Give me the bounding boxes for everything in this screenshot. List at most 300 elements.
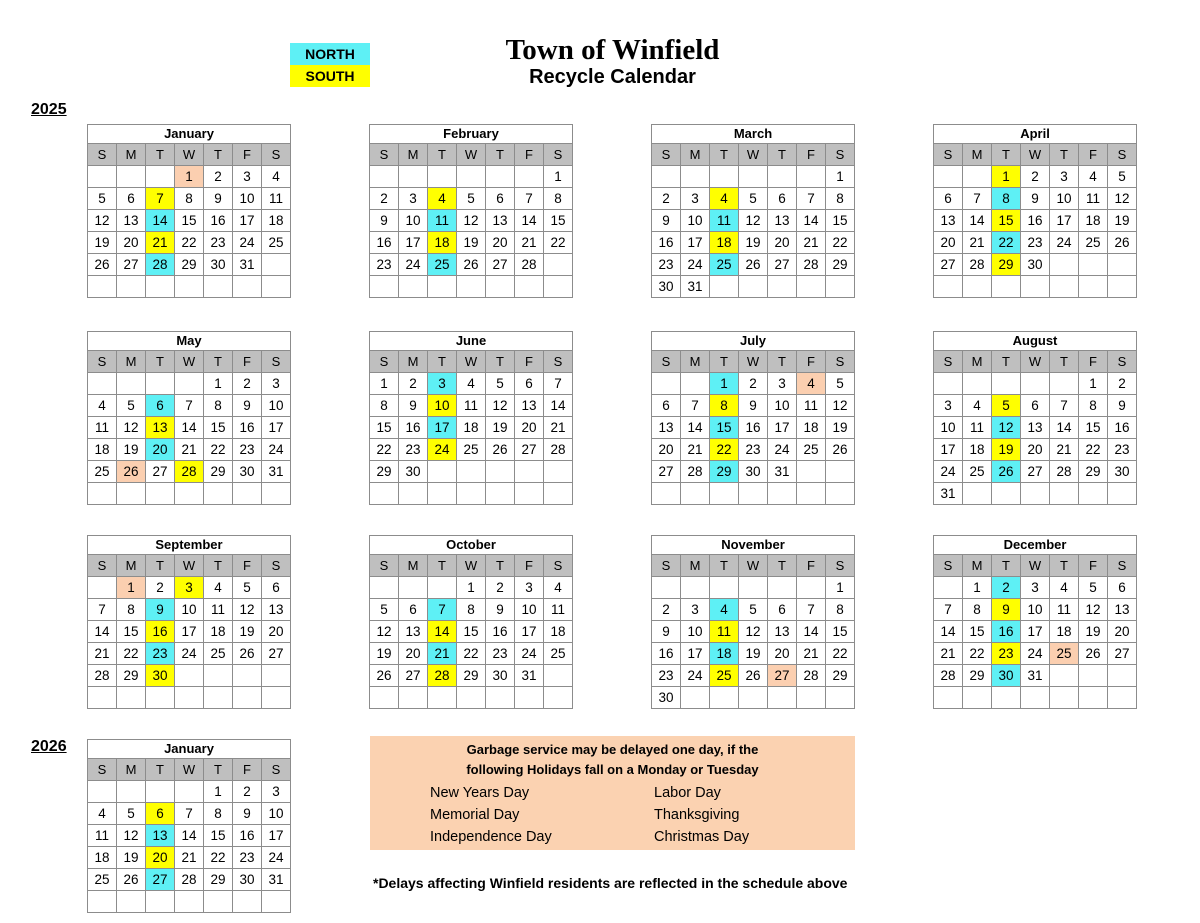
day-cell: 14 — [515, 210, 544, 232]
south-pickup-day: 22 — [710, 439, 739, 461]
empty-cell — [963, 276, 992, 298]
day-cell: 22 — [826, 643, 855, 665]
day-cell: 26 — [117, 869, 146, 891]
weekday-header: M — [963, 555, 992, 577]
month-calendar — [87, 331, 291, 505]
day-cell: 5 — [88, 188, 117, 210]
day-cell: 6 — [768, 188, 797, 210]
day-cell: 14 — [1050, 417, 1079, 439]
month-calendar — [369, 124, 573, 298]
empty-cell — [262, 276, 291, 298]
day-cell: 25 — [88, 869, 117, 891]
day-cell: 27 — [515, 439, 544, 461]
day-cell: 28 — [88, 665, 117, 687]
week-row — [934, 577, 1137, 599]
day-cell: 12 — [457, 210, 486, 232]
month-calendar — [87, 535, 291, 709]
north-pickup-day: 15 — [710, 417, 739, 439]
day-cell: 3 — [233, 166, 262, 188]
week-row — [88, 803, 291, 825]
weekday-header: S — [826, 144, 855, 166]
week-row — [934, 439, 1137, 461]
week-row — [652, 483, 855, 505]
north-pickup-day: 1 — [710, 373, 739, 395]
empty-cell — [399, 166, 428, 188]
month-name: July — [652, 332, 855, 351]
day-cell: 13 — [652, 417, 681, 439]
day-cell: 30 — [399, 461, 428, 483]
empty-cell — [457, 276, 486, 298]
empty-cell — [1050, 276, 1079, 298]
day-cell: 15 — [204, 825, 233, 847]
day-cell: 3 — [681, 188, 710, 210]
south-pickup-day: 11 — [710, 621, 739, 643]
day-cell: 18 — [544, 621, 573, 643]
empty-cell — [934, 577, 963, 599]
day-cell: 21 — [963, 232, 992, 254]
day-cell: 29 — [370, 461, 399, 483]
empty-cell — [739, 687, 768, 709]
day-cell: 16 — [652, 232, 681, 254]
day-cell: 14 — [175, 417, 204, 439]
page-title: Town of Winfield — [505, 34, 720, 66]
day-cell: 12 — [826, 395, 855, 417]
weekday-header: W — [1021, 351, 1050, 373]
empty-cell — [88, 781, 117, 803]
day-cell: 8 — [117, 599, 146, 621]
weekday-header: S — [1108, 351, 1137, 373]
empty-cell — [963, 483, 992, 505]
day-cell: 24 — [399, 254, 428, 276]
week-row — [370, 687, 573, 709]
day-cell: 9 — [1021, 188, 1050, 210]
day-cell: 11 — [963, 417, 992, 439]
day-cell: 18 — [262, 210, 291, 232]
empty-cell — [1108, 276, 1137, 298]
week-row — [652, 166, 855, 188]
empty-cell — [1021, 687, 1050, 709]
month-name: February — [370, 125, 573, 144]
day-cell: 12 — [88, 210, 117, 232]
month-table — [933, 535, 1137, 709]
weekday-header: W — [457, 351, 486, 373]
week-row — [88, 577, 291, 599]
empty-cell — [175, 276, 204, 298]
day-cell: 10 — [681, 621, 710, 643]
empty-cell — [544, 276, 573, 298]
day-cell: 16 — [233, 825, 262, 847]
empty-cell — [992, 687, 1021, 709]
day-cell: 25 — [797, 439, 826, 461]
empty-cell — [797, 577, 826, 599]
day-cell: 5 — [826, 373, 855, 395]
weekday-header: F — [797, 351, 826, 373]
weekday-header: T — [146, 555, 175, 577]
day-cell: 19 — [117, 439, 146, 461]
north-pickup-day: 6 — [146, 395, 175, 417]
day-cell: 13 — [768, 210, 797, 232]
north-pickup-day: 20 — [146, 439, 175, 461]
weekday-header: T — [1050, 144, 1079, 166]
month-table — [87, 535, 291, 709]
weekday-header: F — [233, 351, 262, 373]
empty-cell — [204, 687, 233, 709]
empty-cell — [233, 687, 262, 709]
empty-cell — [88, 577, 117, 599]
south-pickup-day: 6 — [146, 803, 175, 825]
empty-cell — [710, 483, 739, 505]
week-row — [88, 461, 291, 483]
day-cell: 15 — [457, 621, 486, 643]
empty-cell — [117, 781, 146, 803]
day-cell: 7 — [797, 188, 826, 210]
day-cell: 9 — [652, 210, 681, 232]
day-cell: 8 — [963, 599, 992, 621]
empty-cell — [486, 166, 515, 188]
day-cell: 21 — [88, 643, 117, 665]
day-cell: 16 — [204, 210, 233, 232]
day-cell: 11 — [262, 188, 291, 210]
day-cell: 28 — [963, 254, 992, 276]
day-cell: 30 — [233, 869, 262, 891]
day-cell: 20 — [515, 417, 544, 439]
day-cell: 24 — [681, 665, 710, 687]
holiday-item: Independence Day — [430, 829, 552, 845]
day-cell: 3 — [768, 373, 797, 395]
empty-cell — [1050, 665, 1079, 687]
day-cell: 19 — [88, 232, 117, 254]
day-cell: 27 — [652, 461, 681, 483]
day-cell: 16 — [739, 417, 768, 439]
week-row — [934, 395, 1137, 417]
day-cell: 25 — [88, 461, 117, 483]
week-row — [370, 643, 573, 665]
empty-cell — [515, 461, 544, 483]
empty-cell — [1108, 687, 1137, 709]
empty-cell — [175, 687, 204, 709]
day-cell: 19 — [233, 621, 262, 643]
north-pickup-day: 16 — [992, 621, 1021, 643]
day-cell: 1 — [826, 577, 855, 599]
legend — [290, 43, 370, 87]
week-row — [88, 188, 291, 210]
holiday-day: 25 — [1050, 643, 1079, 665]
day-cell: 15 — [175, 210, 204, 232]
day-cell: 20 — [768, 232, 797, 254]
month-calendar — [933, 124, 1137, 298]
empty-cell — [710, 166, 739, 188]
day-cell: 6 — [486, 188, 515, 210]
weekday-header: T — [486, 144, 515, 166]
weekday-header: W — [457, 144, 486, 166]
weekday-header: T — [486, 351, 515, 373]
week-row — [652, 621, 855, 643]
month-calendar — [651, 124, 855, 298]
weekday-header: S — [88, 351, 117, 373]
day-cell: 3 — [1050, 166, 1079, 188]
empty-cell — [1108, 254, 1137, 276]
holiday-day: 26 — [117, 461, 146, 483]
empty-cell — [88, 166, 117, 188]
week-row — [88, 276, 291, 298]
south-pickup-day: 13 — [146, 417, 175, 439]
day-cell: 17 — [681, 643, 710, 665]
day-cell: 18 — [457, 417, 486, 439]
day-cell: 24 — [262, 847, 291, 869]
south-pickup-day: 1 — [992, 166, 1021, 188]
weekday-header: T — [204, 351, 233, 373]
south-pickup-day: 19 — [992, 439, 1021, 461]
day-cell: 16 — [399, 417, 428, 439]
day-cell: 9 — [204, 188, 233, 210]
day-cell: 3 — [399, 188, 428, 210]
day-cell: 21 — [515, 232, 544, 254]
empty-cell — [739, 166, 768, 188]
day-cell: 30 — [652, 276, 681, 298]
day-cell: 17 — [175, 621, 204, 643]
south-pickup-day: 8 — [710, 395, 739, 417]
day-cell: 14 — [797, 210, 826, 232]
day-cell: 11 — [797, 395, 826, 417]
day-cell: 23 — [739, 439, 768, 461]
empty-cell — [739, 483, 768, 505]
month-calendar — [651, 331, 855, 505]
weekday-header: F — [515, 144, 544, 166]
weekday-header: M — [681, 351, 710, 373]
day-cell: 29 — [117, 665, 146, 687]
south-pickup-day: 4 — [428, 188, 457, 210]
day-cell: 2 — [399, 373, 428, 395]
day-cell: 15 — [826, 210, 855, 232]
north-pickup-day: 26 — [992, 461, 1021, 483]
weekday-header: T — [146, 144, 175, 166]
week-row — [934, 373, 1137, 395]
empty-cell — [146, 166, 175, 188]
day-cell: 17 — [262, 417, 291, 439]
weekday-header: F — [233, 759, 262, 781]
south-pickup-day: 4 — [710, 188, 739, 210]
north-pickup-day: 27 — [146, 869, 175, 891]
empty-cell — [262, 891, 291, 913]
day-cell: 25 — [1079, 232, 1108, 254]
day-cell: 13 — [1021, 417, 1050, 439]
day-cell: 26 — [826, 439, 855, 461]
empty-cell — [428, 577, 457, 599]
empty-cell — [963, 687, 992, 709]
day-cell: 10 — [768, 395, 797, 417]
weekday-header: W — [457, 555, 486, 577]
day-cell: 14 — [963, 210, 992, 232]
day-cell: 4 — [88, 803, 117, 825]
day-cell: 20 — [399, 643, 428, 665]
day-cell: 16 — [233, 417, 262, 439]
day-cell: 31 — [262, 461, 291, 483]
day-cell: 5 — [1108, 166, 1137, 188]
weekday-header: W — [739, 144, 768, 166]
week-row — [88, 825, 291, 847]
day-cell: 31 — [1021, 665, 1050, 687]
empty-cell — [544, 254, 573, 276]
holiday-day: 4 — [797, 373, 826, 395]
day-cell: 30 — [1108, 461, 1137, 483]
day-cell: 15 — [826, 621, 855, 643]
south-pickup-day: 16 — [146, 621, 175, 643]
weekday-header: F — [1079, 351, 1108, 373]
day-cell: 21 — [175, 847, 204, 869]
day-cell: 12 — [117, 825, 146, 847]
day-cell: 6 — [934, 188, 963, 210]
month-table — [651, 331, 855, 505]
empty-cell — [826, 461, 855, 483]
day-cell: 20 — [262, 621, 291, 643]
north-pickup-day: 25 — [428, 254, 457, 276]
weekday-header: F — [233, 144, 262, 166]
day-cell: 28 — [1050, 461, 1079, 483]
day-cell: 3 — [262, 373, 291, 395]
empty-cell — [428, 483, 457, 505]
day-cell: 12 — [739, 621, 768, 643]
empty-cell — [963, 166, 992, 188]
day-cell: 9 — [399, 395, 428, 417]
empty-cell — [681, 166, 710, 188]
day-cell: 20 — [934, 232, 963, 254]
day-cell: 4 — [544, 577, 573, 599]
empty-cell — [992, 483, 1021, 505]
empty-cell — [768, 577, 797, 599]
month-name: March — [652, 125, 855, 144]
week-row — [934, 643, 1137, 665]
south-pickup-day: 28 — [428, 665, 457, 687]
south-pickup-day: 15 — [992, 210, 1021, 232]
month-calendar — [933, 535, 1137, 709]
weekday-header: W — [739, 351, 768, 373]
empty-cell — [146, 373, 175, 395]
week-row — [934, 210, 1137, 232]
day-cell: 6 — [262, 577, 291, 599]
south-pickup-day: 25 — [710, 665, 739, 687]
holiday-item: Labor Day — [654, 785, 721, 801]
south-pickup-day: 20 — [146, 847, 175, 869]
day-cell: 18 — [88, 439, 117, 461]
north-pickup-day: 11 — [710, 210, 739, 232]
day-cell: 14 — [175, 825, 204, 847]
empty-cell — [768, 276, 797, 298]
day-cell: 20 — [652, 439, 681, 461]
day-cell: 30 — [739, 461, 768, 483]
week-row — [934, 166, 1137, 188]
weekday-header: S — [370, 144, 399, 166]
week-row — [370, 232, 573, 254]
month-name: January — [88, 740, 291, 759]
day-cell: 15 — [370, 417, 399, 439]
day-cell: 3 — [681, 599, 710, 621]
weekday-header: T — [428, 351, 457, 373]
holiday-item: New Years Day — [430, 785, 530, 801]
empty-cell — [963, 373, 992, 395]
day-cell: 24 — [934, 461, 963, 483]
north-pickup-day: 28 — [146, 254, 175, 276]
south-pickup-day: 18 — [428, 232, 457, 254]
empty-cell — [117, 483, 146, 505]
day-cell: 21 — [1050, 439, 1079, 461]
weekday-header: M — [117, 555, 146, 577]
empty-cell — [768, 483, 797, 505]
day-cell: 21 — [544, 417, 573, 439]
weekday-header: M — [117, 144, 146, 166]
weekday-header: S — [934, 555, 963, 577]
day-cell: 28 — [544, 439, 573, 461]
empty-cell — [175, 665, 204, 687]
month-calendar — [933, 331, 1137, 505]
day-cell: 20 — [768, 643, 797, 665]
day-cell: 13 — [399, 621, 428, 643]
empty-cell — [797, 276, 826, 298]
day-cell: 21 — [681, 439, 710, 461]
empty-cell — [486, 483, 515, 505]
day-cell: 8 — [457, 599, 486, 621]
weekday-header: W — [175, 759, 204, 781]
month-name: May — [88, 332, 291, 351]
week-row — [934, 687, 1137, 709]
weekday-header: S — [652, 351, 681, 373]
weekday-header: M — [399, 144, 428, 166]
week-row — [652, 439, 855, 461]
day-cell: 27 — [262, 643, 291, 665]
day-cell: 9 — [233, 803, 262, 825]
day-cell: 14 — [681, 417, 710, 439]
day-cell: 23 — [1021, 232, 1050, 254]
week-row — [652, 210, 855, 232]
weekday-header: F — [515, 351, 544, 373]
day-cell: 19 — [370, 643, 399, 665]
week-row — [934, 254, 1137, 276]
day-cell: 26 — [370, 665, 399, 687]
day-cell: 8 — [544, 188, 573, 210]
empty-cell — [797, 166, 826, 188]
day-cell: 5 — [457, 188, 486, 210]
day-cell: 4 — [204, 577, 233, 599]
week-row — [934, 621, 1137, 643]
day-cell: 6 — [652, 395, 681, 417]
holiday-day: 1 — [175, 166, 204, 188]
day-cell: 6 — [1021, 395, 1050, 417]
day-cell: 5 — [739, 599, 768, 621]
day-cell: 13 — [934, 210, 963, 232]
day-cell: 4 — [262, 166, 291, 188]
holiday-item: Christmas Day — [654, 829, 750, 845]
day-cell: 10 — [681, 210, 710, 232]
north-pickup-day: 25 — [710, 254, 739, 276]
day-cell: 7 — [963, 188, 992, 210]
day-cell: 10 — [1021, 599, 1050, 621]
month-table — [87, 331, 291, 505]
month-table — [369, 331, 573, 505]
day-cell: 29 — [457, 665, 486, 687]
empty-cell — [262, 483, 291, 505]
weekday-header: W — [175, 555, 204, 577]
empty-cell — [370, 483, 399, 505]
day-cell: 27 — [117, 254, 146, 276]
week-row — [370, 373, 573, 395]
week-row — [652, 461, 855, 483]
day-cell: 2 — [486, 577, 515, 599]
day-cell: 7 — [175, 395, 204, 417]
holiday-day: 27 — [768, 665, 797, 687]
empty-cell — [710, 276, 739, 298]
south-pickup-day: 30 — [146, 665, 175, 687]
day-cell: 12 — [1108, 188, 1137, 210]
weekday-header: T — [486, 555, 515, 577]
